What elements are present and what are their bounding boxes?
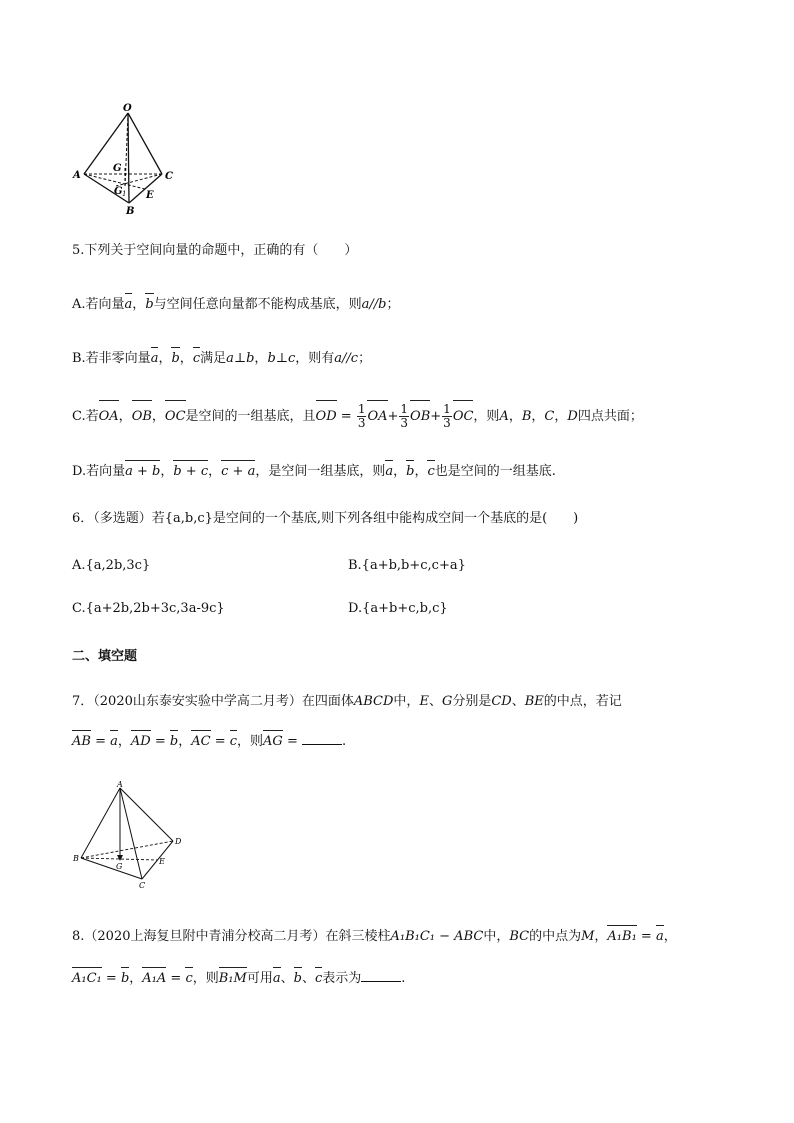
- tetrahedron-figure-abcd: [70, 778, 190, 893]
- vertex-label-b: B: [73, 854, 79, 863]
- answer-blank-q7[interactable]: [302, 732, 342, 745]
- q5-option-a: A.若向量a，b与空间任意向量都不能构成基底，则a//b；: [72, 292, 400, 315]
- vertex-label-b: B: [126, 206, 135, 217]
- vector-b: b: [145, 292, 153, 315]
- tetrahedron-figure-oabc: [70, 100, 190, 220]
- relation-perp-2: b⊥c: [267, 351, 296, 366]
- point-label-e: E: [159, 857, 165, 866]
- q7-stem: 7．（2020山东泰安实验中学高二月考）在四面体ABCD中，E、G分别是CD、BE的中点，若记: [72, 694, 622, 709]
- vector-a: a: [125, 292, 133, 315]
- q7-conditions: AB = a，AD = b，AC = c，则AG = .: [72, 729, 346, 752]
- relation-parallel-ac: a//c: [334, 351, 359, 366]
- relation-perp-1: a⊥b: [226, 351, 255, 366]
- q5-option-b: B.若非零向量a，b，c满足a⊥b，b⊥c，则有a//c；: [72, 346, 371, 369]
- vertex-label-d: D: [175, 837, 182, 846]
- q5-option-c: C.若OA，OB，OC是空间的一组基底，且OD = $\frac{1}{3}$ OA+ $\frac{1}{3}$ OB+ $\frac{1}{3}$ OC，则A，B，C，D四点共面；: [72, 399, 643, 432]
- vertex-label-a: A: [117, 780, 123, 789]
- q5-stem: 5.下列关于空间向量的命题中，正确的有（ ）: [72, 243, 358, 258]
- vertex-label-o: O: [123, 103, 132, 114]
- point-label-e: E: [146, 190, 154, 201]
- vertex-label-c: C: [165, 171, 173, 182]
- relation-parallel: a//b: [361, 297, 387, 312]
- q6-option-d: D.{a+b+c,b,c}: [348, 601, 448, 616]
- section-heading-fill-in: 二、填空题: [72, 649, 138, 664]
- q5-option-d: D.若向量a + b，b + c，c + a，是空间一组基底，则a，b，c也是空间的一组基底.: [72, 459, 556, 482]
- answer-blank-q8[interactable]: [361, 969, 401, 982]
- q8-conditions: A₁C₁ = b，A₁A = c，则B₁M可用a、b、c表示为 .: [72, 966, 405, 989]
- point-label-g: G: [113, 163, 122, 174]
- vertex-label-a: A: [73, 170, 81, 181]
- q6-option-b: B.{a+b,b+c,c+a}: [348, 558, 466, 573]
- q6-option-c: C.{a+2b,2b+3c,3a-9c}: [72, 601, 225, 616]
- q8-stem: 8.（2020上海复旦附中青浦分校高二月考）在斜三棱柱A₁B₁C₁ − ABC中，BC的中点为M，A₁B₁ = a，: [72, 924, 677, 947]
- q6-option-a: A.{a,2b,3c}: [72, 558, 151, 573]
- point-label-g1-subscript: 1: [122, 190, 127, 198]
- point-label-g1: G: [114, 186, 123, 197]
- q6-stem: 6．（多选题）若{a,b,c}是空间的一个基底,则下列各组中能构成空间一个基底的是( ): [72, 511, 579, 526]
- point-label-g: G: [116, 862, 123, 871]
- fraction-one-third: $\frac{1}{3}$: [357, 402, 366, 430]
- vector-od: OD: [316, 399, 337, 432]
- vertex-label-c: C: [139, 881, 146, 890]
